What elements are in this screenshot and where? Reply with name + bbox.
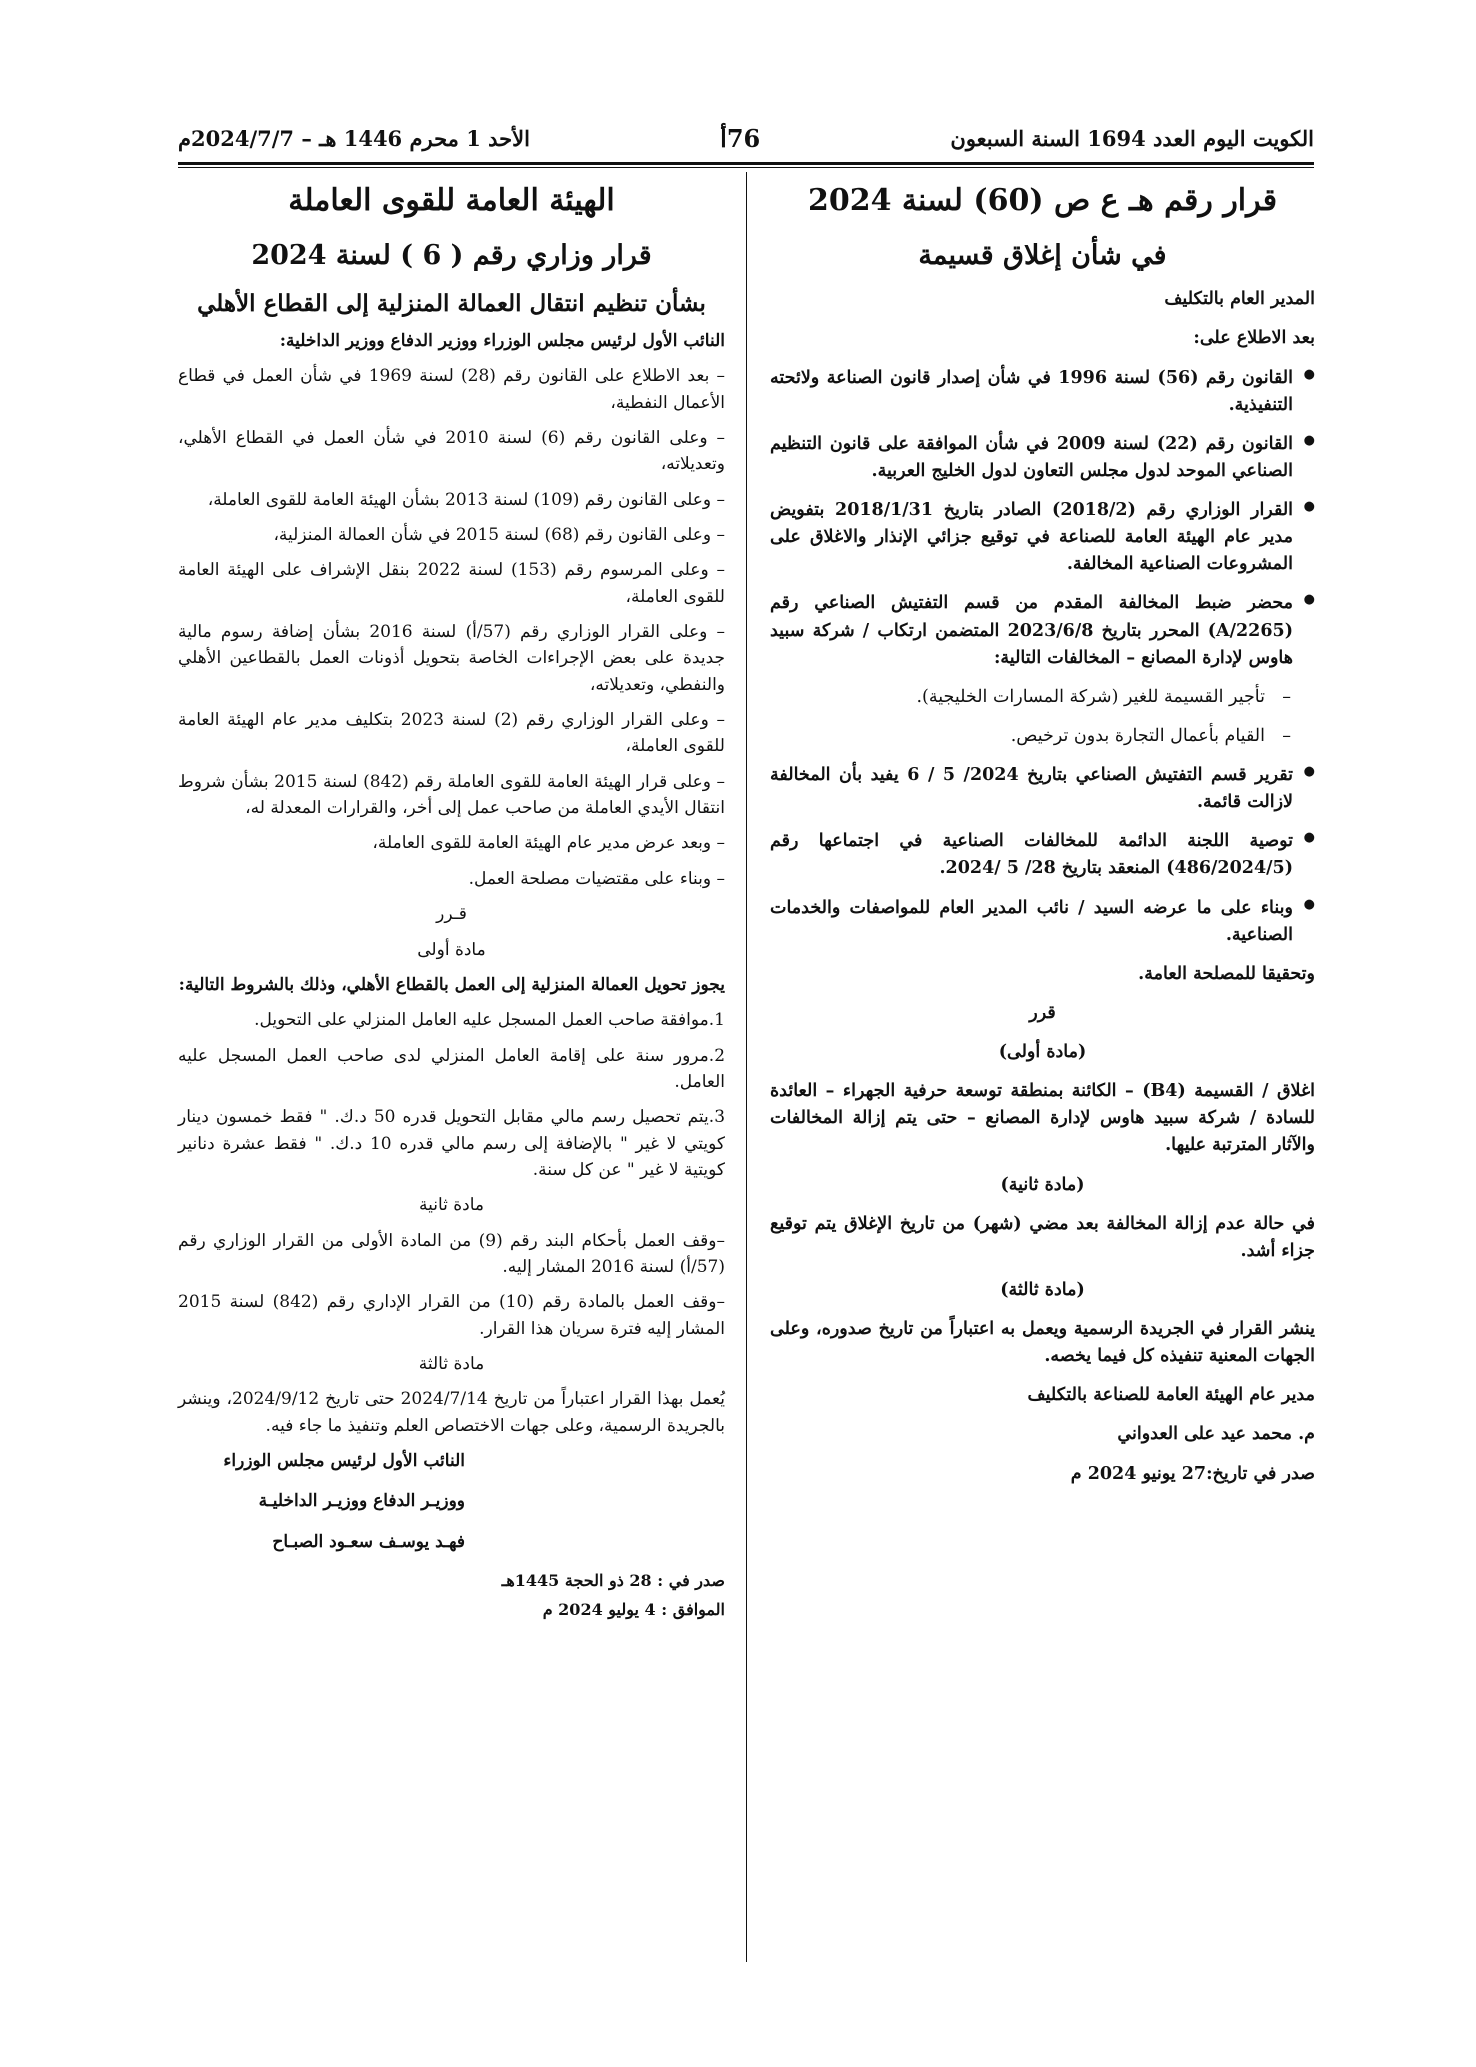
article-3-heading: مادة ثالثة xyxy=(418,1353,485,1374)
preamble-item: – وعلى القانون رقم (68) لسنة 2015 في شأن العمالة المنزلية، xyxy=(273,525,725,546)
issue-date-hijri: صدر في : 28 ذو الحجة 1445هـ xyxy=(501,1571,725,1591)
decision-60-subtitle: في شأن إغلاق قسيمة xyxy=(918,239,1167,271)
signatory-name: م. محمد عيد على العدواني xyxy=(1117,1424,1315,1445)
condition-item: 1.موافقة صاحب العمل المسجل عليه العامل المنزلي على التحويل. xyxy=(254,1010,725,1031)
signatory-title-2: ووزيـر الدفاع ووزيـر الداخليـة xyxy=(258,1491,465,1512)
issue-date: صدر في تاريخ:27 يونيو 2024 م xyxy=(1070,1463,1315,1484)
decided-heading: قرر xyxy=(1029,1002,1056,1023)
article-1-heading: مادة أولى xyxy=(417,939,486,960)
ministerial-decision-subtitle: بشأن تنظيم انتقال العمالة المنزلية إلى القطاع الأهلي xyxy=(197,290,706,318)
column-divider xyxy=(746,172,747,1962)
intro: النائب الأول لرئيس مجلس الوزراء ووزير الدفاع ووزير الداخلية: xyxy=(279,330,725,351)
reference-item: ● محضر ضبط المخالفة المقدم من قسم التفتيش الصناعي رقم (A/2265) المحرر بتاريخ 2023/6/8 المتضمن ارتكاب / شركة سبيد هاوس لإدارة المصانع – المخالفات التالية: xyxy=(770,590,1315,671)
violations-list xyxy=(770,684,1315,750)
page-header xyxy=(178,118,1314,158)
reference-item: ● وبناء على ما عرضه السيد / نائب المدير العام للمواصفات والخدمات الصناعية. xyxy=(770,895,1315,949)
ministerial-decision-title: قرار وزاري رقم ( 6 ) لسنة 2024 xyxy=(251,239,652,271)
after-review: بعد الاطلاع على: xyxy=(1193,328,1315,349)
issue-date-gregorian: الموافق : 4 يوليو 2024 م xyxy=(542,1599,725,1619)
authority-title: الهيئة العامة للقوى العاملة xyxy=(288,183,615,218)
preamble-item: – وعلى قرار الهيئة العامة للقوى العاملة رقم (842) لسنة 2015 بشأن شروط انتقال الأيدي العاملة من صاحب عمل إلى أخر، والقرارات المعدلة له، xyxy=(178,771,725,819)
decision-60-column xyxy=(770,178,1315,1500)
article-3-text: ينشر القرار في الجريدة الرسمية ويعمل به اعتباراً من تاريخ صدوره، وعلى الجهات المعنية تنفيذه كل فيما يخصه. xyxy=(770,1319,1315,1367)
article-2-text: في حالة عدم إزالة المخالفة بعد مضي (شهر) من تاريخ الإغلاق يتم توقيع جزاء أشد. xyxy=(770,1213,1315,1261)
reference-item: ● القانون رقم (56) لسنة 1996 في شأن إصدار قانون الصناعة ولائحته التنفيذية. xyxy=(770,365,1315,419)
preamble-item: – وعلى القرار الوزاري رقم (2) لسنة 2023 بتكليف مدير عام الهيئة العامة للقوى العاملة، xyxy=(178,710,726,757)
reference-item: ● القرار الوزاري رقم (2018/2) الصادر بتاريخ 2018/1/31 بتفويض مدير عام الهيئة العامة للصناعة في توقيع جزائي الإنذار والاغلاق على المشروعات الصناعية المخالفة. xyxy=(770,497,1315,578)
signature-block xyxy=(770,1382,1315,1487)
public-interest: وتحقيقا للمصلحة العامة. xyxy=(1138,963,1315,984)
preamble-item: – وبناء على مقتضيات مصلحة العمل. xyxy=(468,868,725,889)
signatory-name: فهـد يوسـف سعـود الصبـاح xyxy=(272,1531,465,1552)
signatory-title: مدير عام الهيئة العامة للصناعة بالتكليف xyxy=(1027,1385,1315,1406)
article-2-heading: (مادة ثانية) xyxy=(1000,1174,1085,1195)
article-2-heading: مادة ثانية xyxy=(418,1195,485,1216)
references-list xyxy=(770,365,1315,672)
violation-item: – القيام بأعمال التجارة بدون ترخيص. xyxy=(770,723,1315,750)
decision-60-title: قرار رقم هـ ع ص (60) لسنة 2024 xyxy=(807,183,1278,218)
violation-item: – تأجير القسيمة للغير (شركة المسارات الخليجية). xyxy=(770,684,1315,711)
header-publication: الكويت اليوم العدد 1694 السنة السبعون xyxy=(950,125,1314,151)
page-number: 76أ xyxy=(720,123,761,153)
preamble-item: – بعد الاطلاع على القانون رقم (28) لسنة 1969 في شأن العمل في قطاع الأعمال النفطية، xyxy=(178,366,726,413)
header-rule xyxy=(178,162,1314,168)
reference-item: ● تقرير قسم التفتيش الصناعي بتاريخ 2024/ 5 / 6 يفيد بأن المخالفة لازالت قائمة. xyxy=(770,762,1315,816)
reference-item: ● القانون رقم (22) لسنة 2009 في شأن الموافقة على قانون التنظيم الصناعي الموحد لدول مجلس التعاون لدول الخليج العربية. xyxy=(770,431,1315,485)
references-list-2 xyxy=(770,762,1315,949)
preamble-item: – وعلى القرار الوزاري رقم (57/أ) لسنة 2016 بشأن إضافة رسوم مالية جديدة على بعض الإجراءات الخاصة بتحويل أذونات العمل بالقطاعين الأهلي والنفطي، وتعديلاته، xyxy=(178,622,725,695)
article-1-text: اغلاق / القسيمة (B4) – الكائنة بمنطقة توسعة حرفية الجهراء – العائدة للسادة / شركة سبيد هاوس لإدارة المصانع – حتى يتم إزالة المخالفات والآثار المترتبة عليها. xyxy=(770,1081,1315,1156)
header-date: الأحد 1 محرم 1446 هـ – 2024/7/7م xyxy=(178,125,530,151)
signatory-title: النائب الأول لرئيس مجلس الوزراء xyxy=(223,1451,465,1472)
article-3-heading: (مادة ثالثة) xyxy=(1000,1279,1085,1300)
article-2-item: –وقف العمل بالمادة رقم (10) من القرار الإداري رقم (842) لسنة 2015 المشار إليه فترة سريان هذا القرار. xyxy=(178,1292,726,1339)
article-1-heading: (مادة أولى) xyxy=(998,1042,1087,1063)
condition-item: 3.يتم تحصيل رسم مالي مقابل التحويل قدره 50 د.ك. " فقط خمسون دينار كويتي لا غير " بالإضافة إلى رسم مالي قدره 10 د.ك. " فقط عشرة دنانير كويتية لا غير " عن كل سنة. xyxy=(178,1107,726,1180)
decided-heading: قـرر xyxy=(436,904,467,925)
ministerial-decision-column xyxy=(178,178,725,1632)
preamble-item: – وعلى القانون رقم (109) لسنة 2013 بشأن الهيئة العامة للقوى العاملة، xyxy=(207,489,725,510)
signature-block xyxy=(178,1448,725,1555)
article-2-item: –وقف العمل بأحكام البند رقم (9) من المادة الأولى من القرار الوزاري رقم (57/أ) لسنة 2016 المشار إليه. xyxy=(178,1230,726,1277)
article-1-text: يجوز تحويل العمالة المنزلية إلى العمل بالقطاع الأهلي، وذلك بالشروط التالية: xyxy=(178,974,725,995)
issuer: المدير العام بالتكليف xyxy=(1164,289,1315,310)
preamble-item: – وبعد عرض مدير عام الهيئة العامة للقوى العاملة، xyxy=(372,833,725,854)
reference-item: ● توصية اللجنة الدائمة للمخالفات الصناعية في اجتماعها رقم (486/2024/5) المنعقد بتاريخ 28/ 5 /2024. xyxy=(770,828,1315,882)
preamble-item: – وعلى القانون رقم (6) لسنة 2010 في شأن العمل في القطاع الأهلي، وتعديلاته، xyxy=(178,428,725,475)
condition-item: 2.مرور سنة على إقامة العامل المنزلي لدى صاحب العمل المسجل عليه العامل. xyxy=(178,1045,726,1092)
article-3-text: يُعمل بهذا القرار اعتباراً من تاريخ 2024/7/14 حتى تاريخ 2024/9/12، وينشر بالجريدة الرسمية، وعلى جهات الاختصاص العلم وتنفيذ ما جاء فيه. xyxy=(178,1389,725,1436)
preamble-item: – وعلى المرسوم رقم (153) لسنة 2022 بنقل الإشراف على الهيئة العامة للقوى العاملة، xyxy=(178,560,725,607)
